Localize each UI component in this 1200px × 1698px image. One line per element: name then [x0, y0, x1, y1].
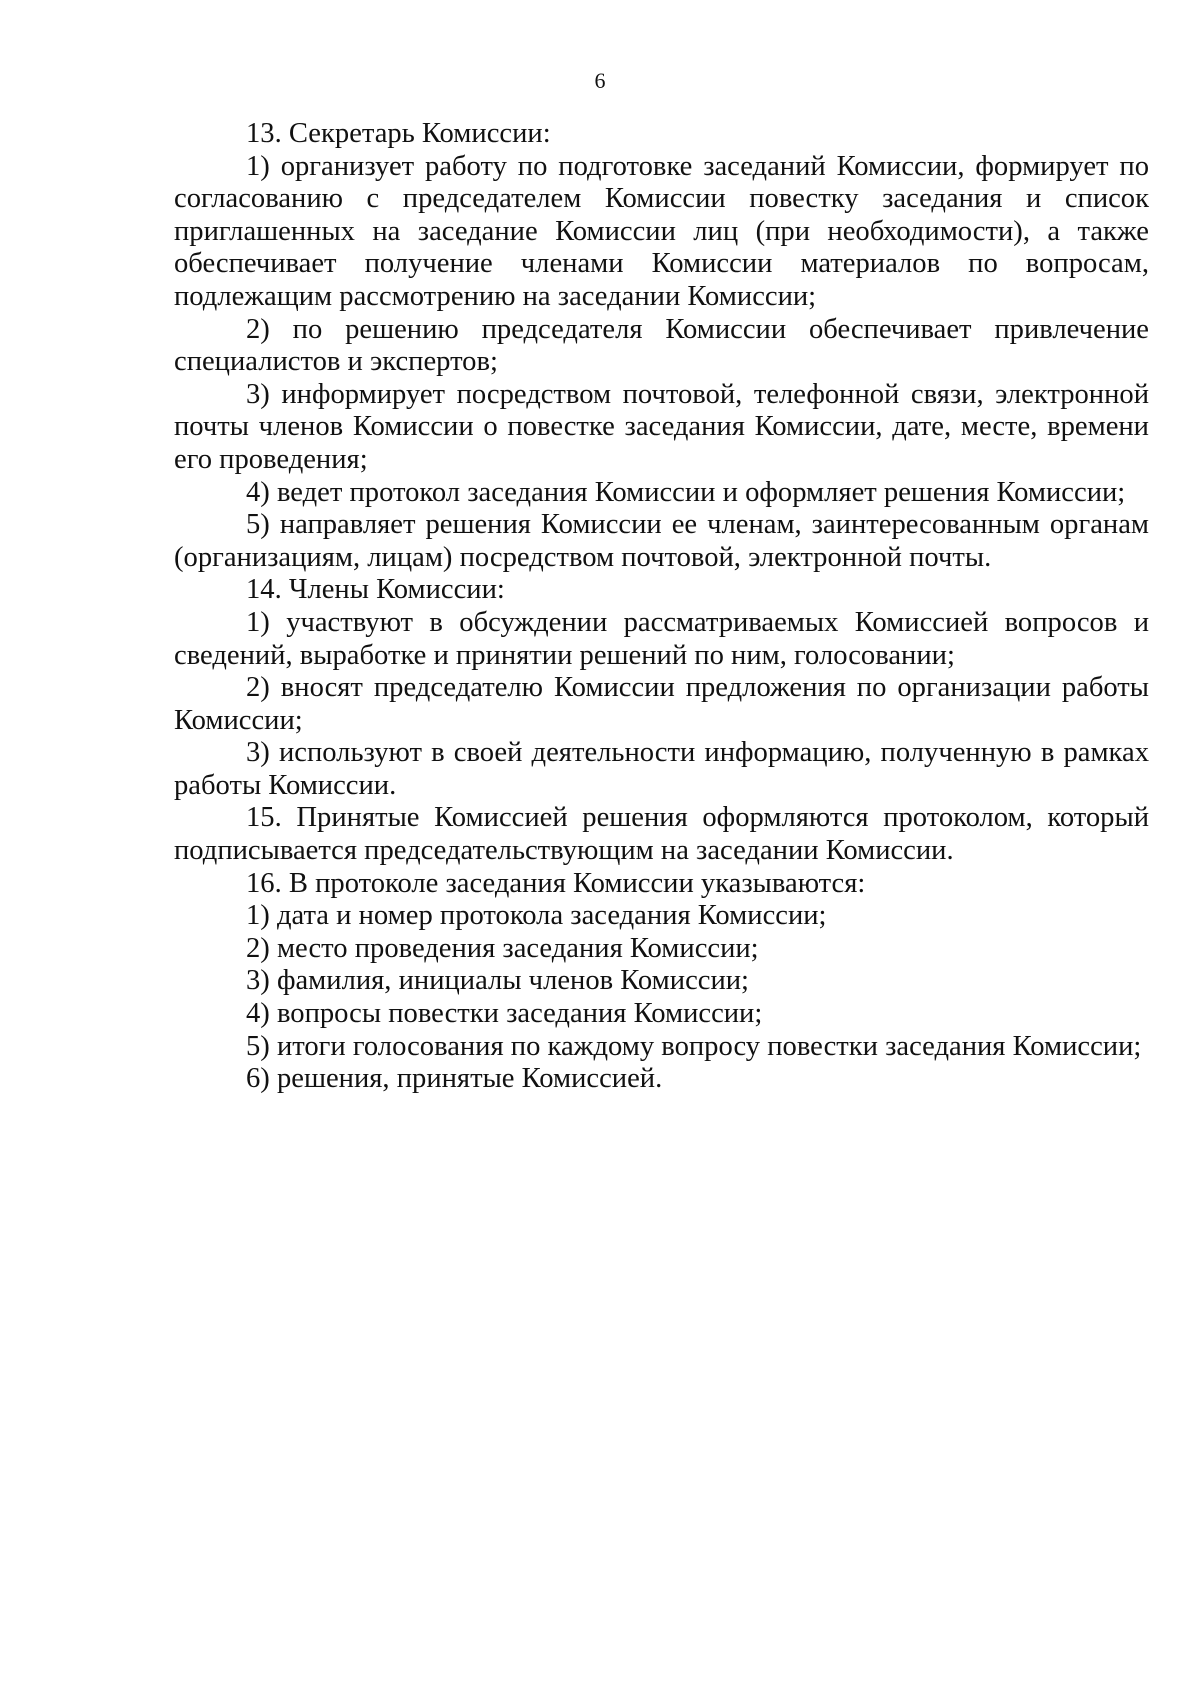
list-item: 1) организует работу по подготовке заседаний Комиссии, формирует по согласованию с председателем Комиссии повестку заседания и список приглашенных на заседание Комиссии лиц (при необходимости), а также обеспечивает получение членами Комиссии материалов по вопросам, подлежащим рассмотрению на заседании Комиссии;: [174, 150, 1149, 312]
list-item: 5) направляет решения Комиссии ее членам, заинтересованным органам (организациям, лицам) посредством почтовой, электронной почты.: [174, 509, 1149, 573]
list-item: 1) участвуют в обсуждении рассматриваемых Комиссией вопросов и сведений, выработке и принятии решений по ним, голосовании;: [174, 606, 1149, 671]
section-paragraph-15: 15. Принятые Комиссией решения оформляются протоколом, который подписывается председательствующим на заседании Комиссии.: [174, 802, 1149, 867]
list-item: 5) итоги голосования по каждому вопросу повестки заседания Комиссии;: [246, 1030, 1142, 1062]
list-item: 3) используют в своей деятельности информацию, полученную в рамках работы Комиссии.: [174, 737, 1149, 801]
list-item: 3) информирует посредством почтовой, телефонной связи, электронной почты членов Комиссии о повестке заседания Комиссии, дате, месте, времени его проведения;: [174, 378, 1149, 475]
section-heading-14: 14. Члены Комиссии:: [246, 574, 505, 606]
section-heading-13: 13. Секретарь Комиссии:: [246, 118, 551, 149]
list-item: 6) решения, принятые Комиссией.: [246, 1063, 663, 1095]
list-item: 2) по решению председателя Комиссии обеспечивает привлечение специалистов и экспертов;: [174, 313, 1149, 378]
list-item: 4) ведет протокол заседания Комиссии и оформляет решения Комиссии;: [246, 476, 1126, 508]
list-item: 1) дата и номер протокола заседания Комиссии;: [246, 900, 827, 932]
list-item: 2) вносят председателю Комиссии предложения по организации работы Комиссии;: [174, 672, 1149, 736]
list-item: 4) вопросы повестки заседания Комиссии;: [246, 998, 763, 1030]
list-item: 3) фамилия, инициалы членов Комиссии;: [246, 965, 750, 997]
document-body: [174, 118, 1149, 1096]
page-number: 6: [594, 68, 606, 93]
list-item: 2) место проведения заседания Комиссии;: [246, 932, 759, 964]
section-heading-16: 16. В протоколе заседания Комиссии указываются:: [246, 867, 866, 899]
